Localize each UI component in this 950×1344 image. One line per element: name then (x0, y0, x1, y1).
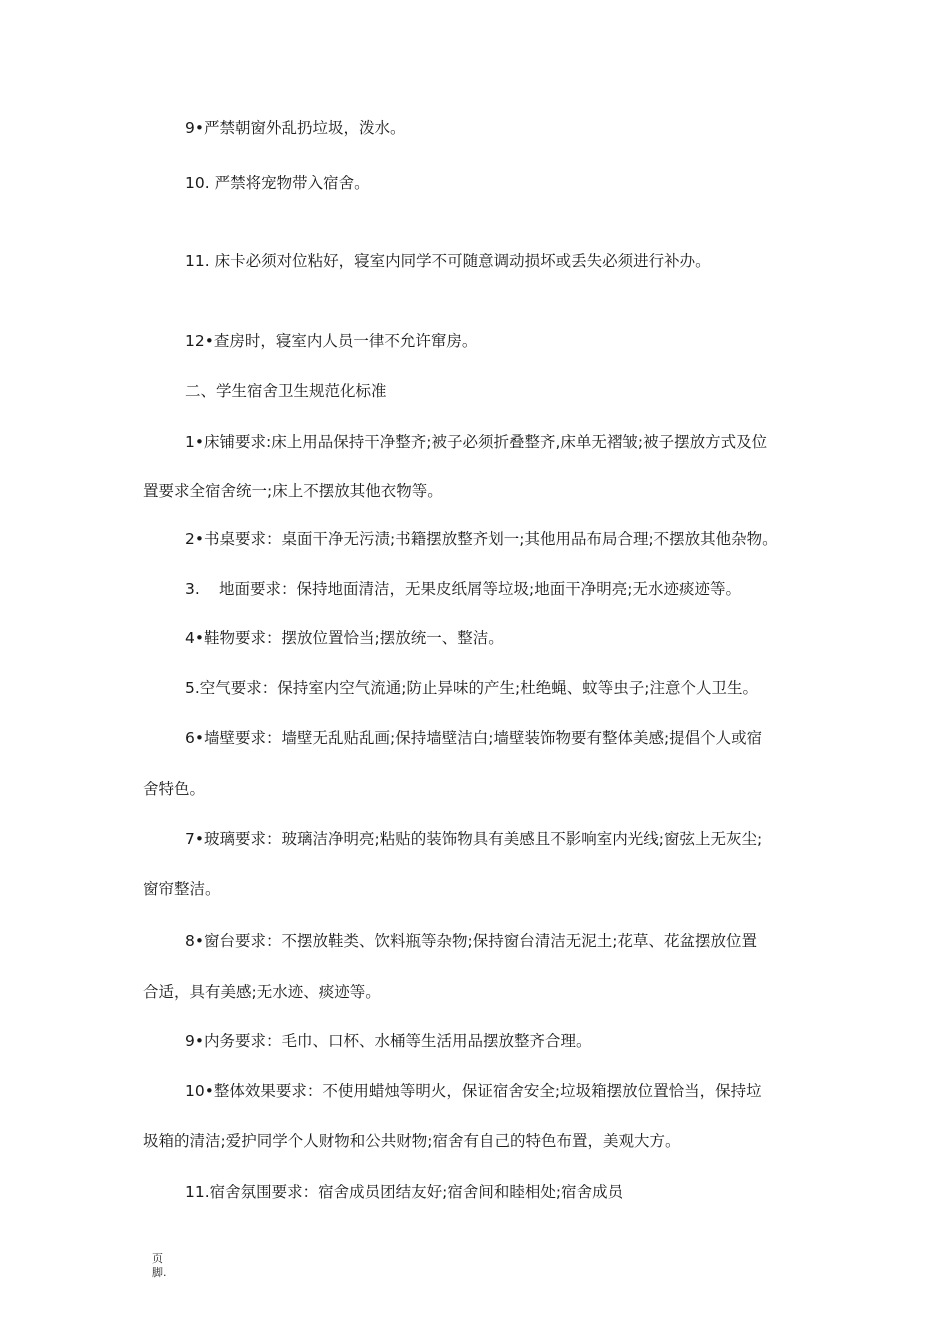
standard-10-line: 10•整体效果要求：不使用蜡烛等明火，保证宿舍安全;垃圾箱摆放位置恰当，保持垃 (185, 1082, 762, 1100)
standard-7-continuation: 窗帘整洁。 (143, 880, 221, 898)
footer-line-2: 脚. (152, 1266, 167, 1279)
standard-1-line: 1•床铺要求:床上用品保持干净整齐;被子必须折叠整齐,床单无褶皱;被子摆放方式及位 (185, 433, 768, 451)
footer-line-1: 页 (152, 1252, 163, 1265)
standard-8-line: 8•窗台要求：不摆放鞋类、饮料瓶等杂物;保持窗台清洁无泥土;花草、花盆摆放位置 (185, 932, 757, 950)
standard-11-line: 11.宿舍氛围要求：宿舍成员团结友好;宿舍间和睦相处;宿舍成员 (185, 1183, 624, 1201)
standard-7-line: 7•玻璃要求：玻璃洁净明亮;粘贴的装饰物具有美感且不影响室内光线;窗弦上无灰尘; (185, 830, 763, 848)
standard-6-line: 6•墙壁要求：墙壁无乱贴乱画;保持墙壁洁白;墙壁装饰物要有整体美感;提倡个人或宿 (185, 729, 763, 747)
section-heading: 二、学生宿舍卫生规范化标准 (185, 382, 387, 400)
standard-10-continuation: 圾箱的清洁;爱护同学个人财物和公共财物;宿舍有自己的特色布置，美观大方。 (143, 1132, 681, 1150)
rule-9-line: 9•严禁朝窗外乱扔垃圾，泼水。 (185, 119, 406, 137)
rule-10-line: 10. 严禁将宠物带入宿舍。 (185, 174, 370, 192)
standard-3-number: 3. (185, 580, 200, 598)
rule-12-line: 12•查房时，寝室内人员一律不允许窜房。 (185, 332, 478, 350)
standard-2-line: 2•书桌要求：桌面干净无污渍;书籍摆放整齐划一;其他用品布局合理;不摆放其他杂物。 (185, 530, 778, 548)
standard-3-text: 地面要求：保持地面清洁，无果皮纸屑等垃圾;地面干净明亮;无水迹痰迹等。 (219, 580, 741, 598)
standard-4-line: 4•鞋物要求：摆放位置恰当;摆放统一、整洁。 (185, 629, 504, 647)
standard-9-line: 9•内务要求：毛巾、口杯、水桶等生活用品摆放整齐合理。 (185, 1032, 592, 1050)
standard-6-continuation: 舍特色。 (143, 780, 206, 798)
standard-8-continuation: 合适，具有美感;无水迹、痰迹等。 (143, 983, 381, 1001)
rule-11-line: 11. 床卡必须对位粘好，寝室内同学不可随意调动损坏或丢失必须进行补办。 (185, 252, 711, 270)
standard-5-line: 5.空气要求：保持室内空气流通;防止异味的产生;杜绝蝇、蚊等虫子;注意个人卫生。 (185, 679, 758, 697)
standard-1-continuation: 置要求全宿舍统一;床上不摆放其他衣物等。 (143, 482, 443, 500)
